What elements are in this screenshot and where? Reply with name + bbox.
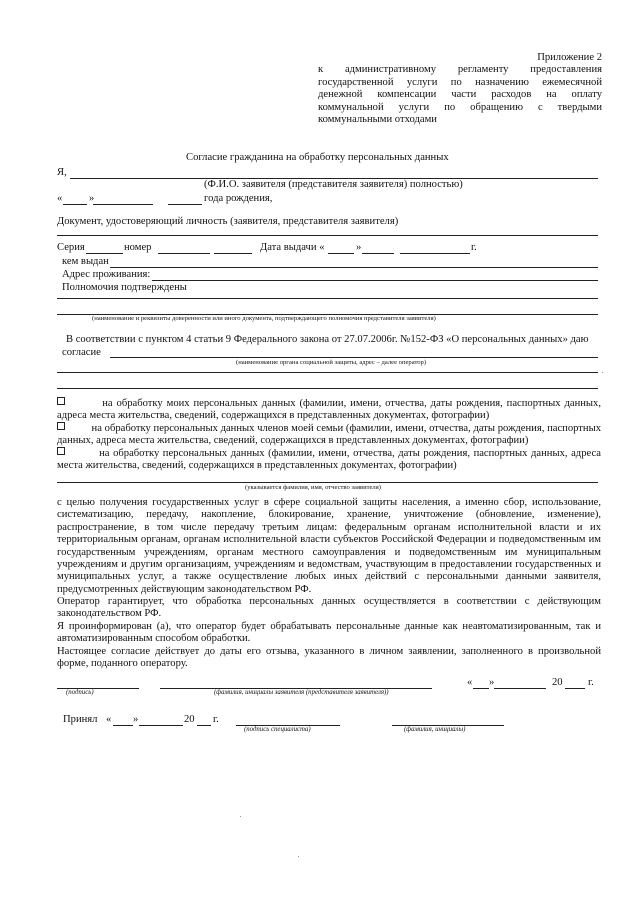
accepted-year-line[interactable] xyxy=(197,725,211,726)
series-input-line[interactable] xyxy=(86,253,123,254)
issue-close-quote: » xyxy=(356,242,362,253)
person-input-line[interactable] xyxy=(57,482,598,483)
annex-title: Приложение 2 xyxy=(537,52,602,63)
specialist-caption: (подпись специалиста) xyxy=(244,726,311,733)
sign-month-line[interactable] xyxy=(494,688,546,689)
operator-input-line[interactable] xyxy=(110,357,598,358)
option-own-data-text: на обработку моих персональных данных (фамилии, имени, отчества, даты рождения, паспортных данных, адреса места жительства, сведений, содержащихся в представленных документах, фотографии) xyxy=(57,398,601,422)
sign-year-g: г. xyxy=(588,677,594,688)
operator-input-line-2[interactable] xyxy=(57,372,598,373)
issue-year-g: г. xyxy=(471,242,477,253)
consent-word: согласие xyxy=(62,347,101,358)
operator-input-line-3[interactable] xyxy=(57,388,598,389)
address-label: Адрес проживания: xyxy=(62,269,151,280)
scan-speck xyxy=(298,856,299,857)
scan-speck xyxy=(240,816,241,817)
accepted-year-g: г. xyxy=(213,714,219,725)
accepted-date-open: « xyxy=(106,714,112,725)
checkbox-icon[interactable] xyxy=(57,397,65,405)
birth-open-quote: « xyxy=(57,193,63,204)
issued-by-label: кем выдан xyxy=(62,256,109,267)
body-paragraph-3: Я проинформирован (а), что оператор будет обрабатывать персональные данные как неавтоматизированным, так и автоматизированным способом обработки. xyxy=(57,621,601,645)
birth-year-line[interactable] xyxy=(168,204,202,205)
fio-caption: (Ф.И.О. заявителя (представителя заявителя) полностью) xyxy=(204,179,463,190)
issue-date-label: Дата выдачи « xyxy=(260,242,325,253)
number-extra-line[interactable] xyxy=(214,253,252,254)
option-own-data[interactable] xyxy=(57,397,601,423)
authority-label: Полномочия подтверждены xyxy=(62,282,187,293)
sign-date-close: » xyxy=(489,677,495,688)
accepted-date-close: » xyxy=(133,714,139,725)
body-paragraph-1: с целью получения государственных услуг в сфере социальной защиты населения, а именно сбор, использование, систематизацию, передачу, накопление, блокирование, хранение, уничтожение (обновление, изменение), распространение, в том числе передачу третьим лицам: федеральным органам исполнительной власти и их территориальным органам, органам исполнительной власти субъектов Российской Федерации и подведомственным им государственным учреждениям, органам местного самоуправления и подведомственным им муниципальным учреждениям и другим организациям, учреждениям и ведомствам, участвующим в предоставлении государственных и муниципальных услуг, а также осуществление любых иных действий с персональными данными заявителя, предусмотренных действующим законодательством РФ. xyxy=(57,497,601,595)
option-other-data-text: на обработку персональных данных (фамилии, имени, отчества, даты рождения, паспортных данных, адреса места жительства, сведений, содержащихся в представленных документах, фотографии) xyxy=(57,448,601,472)
issue-year-line[interactable] xyxy=(400,253,470,254)
consent-intro: В соответствии с пунктом 4 статьи 9 Федерального закона от 27.07.2006г. №152-ФЗ «О персональных данных» даю xyxy=(66,334,589,345)
checkbox-icon[interactable] xyxy=(57,422,65,430)
signature-caption: (подпись) xyxy=(66,689,94,696)
sign-year-prefix: 20 xyxy=(552,677,563,688)
option-other-data[interactable] xyxy=(57,447,601,473)
authority-input-line-1[interactable] xyxy=(57,298,598,299)
operator-caption: (наименование органа социальной защиты, адрес – далее оператор) xyxy=(236,359,427,366)
option-family-data-text: на обработку персональных данных членов моей семьи (фамилии, имени, отчества, даты рождения, паспортных данных, адреса места жительства, сведений, содержащихся в представленных документах, фотографии) xyxy=(57,423,601,447)
body-paragraph-4: Настоящее согласие действует до даты его отзыва, указанного в личном заявлении, заполненного в произвольной форме, поданного оператору. xyxy=(57,646,601,670)
series-label: Серия xyxy=(57,242,85,253)
annex-block xyxy=(318,52,602,126)
initials-caption: (фамилия, инициалы) xyxy=(404,726,466,733)
ya-label: Я, xyxy=(57,167,67,178)
body-paragraph-2: Оператор гарантирует, что обработка персональных данных осуществляется в соответствии с действующим законодательством РФ. xyxy=(57,596,601,620)
sign-day-line[interactable] xyxy=(473,688,489,689)
sign-year-line[interactable] xyxy=(565,688,585,689)
issue-month-line[interactable] xyxy=(362,253,394,254)
sign-date-open: « xyxy=(467,677,473,688)
option-family-data[interactable] xyxy=(57,422,601,448)
accepted-label: Принял xyxy=(63,714,98,725)
annex-text: к административному регламенту предоставления государственной услуги по назначению ежемесячной денежной компенсации части расходов на оплату коммунальной услуги по обращению с твердыми коммунальными отходами xyxy=(318,64,602,126)
number-label: номер xyxy=(124,242,152,253)
issue-day-line[interactable] xyxy=(328,253,354,254)
applicant-name-caption: (фамилия, инициалы заявителя (представителя заявителя)) xyxy=(214,689,389,696)
accepted-month-line[interactable] xyxy=(139,725,183,726)
authority-caption: (наименование и реквизиты доверенности или иного документа, подтверждающего полномочия представителя заявителя) xyxy=(92,315,436,322)
scan-speck xyxy=(602,372,603,373)
address-input-line[interactable] xyxy=(152,280,598,281)
doc-label: Документ, удостоверяющий личность (заявителя, представителя заявителя) xyxy=(57,216,399,227)
accepted-day-line[interactable] xyxy=(113,725,133,726)
accepted-year-prefix: 20 xyxy=(184,714,195,725)
birth-label: года рождения, xyxy=(204,193,273,204)
issued-by-input-line[interactable] xyxy=(110,267,598,268)
number-input-line[interactable] xyxy=(158,253,210,254)
checkbox-icon[interactable] xyxy=(57,447,65,455)
birth-close-quote: » xyxy=(89,193,95,204)
birth-day-line[interactable] xyxy=(63,204,87,205)
doc-input-line[interactable] xyxy=(57,235,598,236)
person-caption: (указывается фамилия, имя, отчество заявителя) xyxy=(245,484,381,491)
birth-month-line[interactable] xyxy=(93,204,153,205)
document-title: Согласие гражданина на обработку персональных данных xyxy=(186,152,449,163)
